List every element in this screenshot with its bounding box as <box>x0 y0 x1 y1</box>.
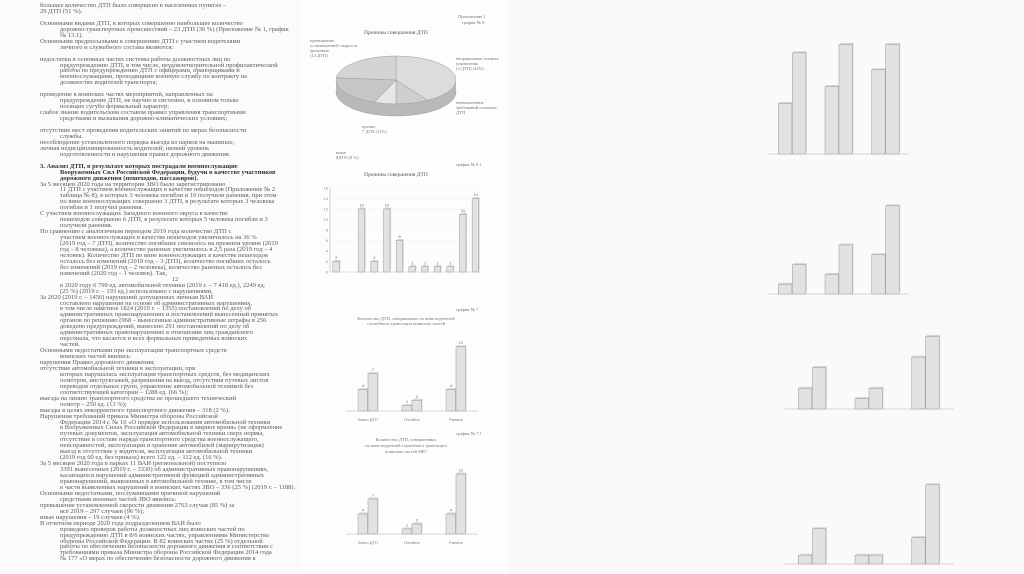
category-label: Ранено <box>449 417 463 422</box>
text-line: в Вооруженных Силах Российской Федерации в мирное время» (не оформление <box>60 424 283 432</box>
bar <box>368 374 378 412</box>
data-label: 4 <box>361 383 365 389</box>
right-bar-chart-2-svg <box>763 190 913 300</box>
bar <box>447 267 454 272</box>
bar-chart-causes-svg <box>316 180 486 280</box>
bar-chart-service-transport-zvo-svg <box>332 458 482 548</box>
text-line: обороны Российской Федерации. В 82 воинских частях (25 %) отдельной <box>60 537 263 545</box>
text-line: Нарушения требований приказа Министра обороны Российской <box>40 412 218 420</box>
text-line: осталось без изменений (2019 год – 3 ДТП), количество погибших осталось <box>60 257 271 265</box>
bar <box>446 514 456 534</box>
text-line: средствами и вызывания дорожно-климатических условиях; <box>60 115 228 123</box>
text-line: предупреждению ДТП, в том числе, неудовлетворительной профилактической <box>60 61 278 69</box>
data-label: 7 <box>371 492 375 498</box>
pie-label-right-1: неправильная техника <box>456 56 499 61</box>
data-label: 14 <box>473 192 478 197</box>
bar <box>402 406 412 411</box>
text-line: дорожно-транспортных происшествий – 23 ДТП (36 %) (Приложение № 1, график <box>60 25 289 33</box>
text-line: С участием военнослужащих Западного военного округа в качестве <box>40 210 228 218</box>
text-line: Основными предпосылками к совершению ДТП с участием водителями <box>40 37 241 45</box>
data-label: 12 <box>458 340 464 346</box>
text-line: За 5 месяцев 2020 года на территории ЗВО было зарегистрировано <box>40 180 226 188</box>
data-label: 12 <box>458 467 464 473</box>
text-line: работы по предупреждению ДТП с офицерами, прапорщиками и <box>60 67 240 75</box>
bar <box>886 206 899 294</box>
text-line: (2019 год – 7 ДТП), количество погибших снизилось на прежнем уровне (2019 <box>60 240 278 247</box>
y-tick-label: 16 <box>323 185 328 191</box>
right-bar-chart-3 <box>778 320 958 415</box>
pie-label-bottom2-2: 8ДТП (8 %) <box>336 155 359 160</box>
text-line: средствами военных частей ЗВО явились: <box>60 495 177 503</box>
text-line: За 2020 (2019 г. – 1456) нарушений допущенных личным ВАИ <box>40 293 214 301</box>
category-label: Погибло <box>404 417 420 422</box>
bar <box>926 485 940 564</box>
bar1-title: Причины совершения ДТП <box>364 172 428 178</box>
right-bar-chart-4-svg <box>778 470 958 570</box>
data-label: 1 <box>436 260 439 266</box>
pie-title: Причины совершения ДТП <box>364 30 428 36</box>
text-line: военнослужащими, проходящими военную службу по контракту на <box>60 73 248 81</box>
bar <box>446 390 456 411</box>
text-line: личного и служебного состава являются: <box>60 43 174 51</box>
bar <box>792 53 806 154</box>
data-label: 6 <box>398 234 401 239</box>
pie-label-right2-2: требований сигналов <box>456 105 497 110</box>
bar <box>839 245 853 294</box>
bar <box>869 388 883 409</box>
data-label: 4 <box>449 507 453 513</box>
text-line: По сравнению с аналогичным периодом 2019 года количество ДТП с <box>40 228 232 236</box>
text-line: нарушения Правил дорожного движения; <box>40 359 155 366</box>
y-tick-label: 10 <box>323 217 328 222</box>
bar <box>872 70 886 154</box>
text-line: органов по решению (968 – вынесенные административные штрафы в 256 <box>60 317 267 325</box>
bar <box>778 284 792 294</box>
bar-chart-service-transport-svg <box>332 330 482 425</box>
pie-label-left-2: установленной скорости <box>310 43 358 48</box>
data-label: 2 <box>373 255 376 260</box>
text-line: Федерации 2014 г. № 10 «О порядке использования автомобильной техники <box>60 418 271 426</box>
bar <box>434 267 441 272</box>
text-line: по вине военнослужащих совершено 3 ДТП, в результате которых 3 человека <box>60 198 275 206</box>
y-tick-label: 4 <box>325 248 328 254</box>
bar <box>358 390 368 411</box>
bar <box>396 241 403 273</box>
data-label: 7 <box>371 367 375 372</box>
text-line: человек). Количество ДТП по вине военнослужащих в качестве пешеходов <box>60 251 269 259</box>
text-line: осмотр – 250 ед. (13 %); <box>60 400 127 408</box>
text-line: касающихся нарушений административной функцией административных <box>60 472 265 480</box>
bar-chart-causes <box>316 180 486 280</box>
text-line: большее количество ДТП было совершено в населенных пунктах – <box>40 2 227 9</box>
bar <box>456 347 466 411</box>
text-line: № 13.1). <box>60 31 83 39</box>
category-label: Всего ДТП <box>358 540 378 545</box>
bar3-title-2: по вине водителей служебного транспорта <box>365 443 447 448</box>
pie-label-left-1: превышение <box>310 38 335 43</box>
bar <box>412 524 422 534</box>
bar <box>872 255 886 294</box>
bar <box>358 209 365 272</box>
bar <box>839 44 853 154</box>
text-line: 29 ДТП (51 %). <box>40 7 83 15</box>
data-label: 4 <box>361 507 365 513</box>
text-line: воинских частей явились: <box>60 353 132 361</box>
text-line: 3. Анализ ДТП, в результате которых пострадали военнослужащие <box>40 162 238 170</box>
bar <box>855 399 869 409</box>
text-line: слабое знание водительским составом правил управления транспортными <box>40 109 246 117</box>
y-tick-label: 12 <box>323 206 328 212</box>
bar3-title-3: воинских частей ЗВО <box>385 449 427 454</box>
data-label: 2 <box>335 255 338 260</box>
data-label: 12 <box>359 202 364 208</box>
text-line: 12 <box>171 275 179 283</box>
y-tick-label: 0 <box>325 269 328 275</box>
data-label: 12 <box>384 202 390 208</box>
category-label: Погибло <box>404 540 420 545</box>
text-line: осмотров, инструктажей, разрешения на выезд, отсутствия путевых листов <box>60 376 269 384</box>
bar <box>422 267 429 272</box>
text-line: таблица № 8), в которых 3 человека погибли и 10 получили ранения, при этом <box>60 192 277 200</box>
text-line: (2019 год 60 ед. без приказа) всего 122 ед. – 112 ед. (16 %). <box>60 454 223 462</box>
text-line: частей. <box>60 341 80 349</box>
text-line: В отчетном периоде 2020 года подразделением ВАИ было <box>40 519 201 527</box>
bar <box>472 199 479 273</box>
y-tick-label: 8 <box>325 227 328 233</box>
text-line: должностях водителей транспорта; <box>60 79 158 87</box>
data-label: 1 <box>405 522 409 528</box>
text-line: (25 %) (2019 г. – 193 ед.) использовано с нарушениями, <box>60 287 213 295</box>
bar1-header: график № 8.1 <box>456 162 482 167</box>
text-line: Основными недостатками, послужившими причиной нарушений <box>40 489 221 497</box>
text-line: правонарушений, выявленных в автомобильной технике, в том числе <box>60 478 252 485</box>
text-line: Основными недостатками при эксплуатации транспортных средств <box>40 347 227 355</box>
pie-chart <box>316 40 466 130</box>
text-line: переводов отдельных групп, управление автомобильной техникой без <box>60 382 254 390</box>
right-bar-chart-4 <box>778 470 958 570</box>
bar <box>798 388 812 409</box>
bar <box>912 538 926 564</box>
text-line: дорожного движения (пешеходов, пассажиров). <box>60 174 199 182</box>
text-line: 3391 вынесенных (2019 г. – 3330) об административных правонарушениях, <box>60 466 269 474</box>
bar <box>812 529 826 564</box>
text-line: № 177 «О мерах по обеспечению безопасности дорожного движения в <box>60 555 256 563</box>
bar <box>412 400 422 411</box>
text-line: административных правонарушениях в отношении лиц гражданского <box>60 329 253 337</box>
text-line: носящих сугубо формальный характер; <box>60 103 170 111</box>
text-line: недостатки в основных частях системы работы должностных лиц по <box>40 55 231 63</box>
right-bar-chart-3-svg <box>778 320 958 415</box>
text-line: выезды в целях некорректного транспортного движения – 318 (2 %). <box>40 406 230 414</box>
bar <box>812 368 826 410</box>
text-line: отсутствие в составе наряда транспортного средства военнослужащего, <box>60 436 259 444</box>
pie-label-right-2: управления <box>456 61 479 66</box>
bar2-header: график № 7 <box>456 307 479 312</box>
text-line: которых нарушалась эксплуатация транспортных средств, без медицинских <box>60 370 270 378</box>
text-line: в том числе пакетное 1824 (2019 г. – 1355) постановлений по делу об <box>60 305 252 313</box>
text-line: год – 8 человека), а количество раненых увеличилось в 2,5 раза (2019 год – 4 <box>60 245 273 253</box>
pie-header-1: Приложение 1 <box>458 14 486 19</box>
text-line: путевых документов, эксплуатация автомобильной техники сверх нормы, <box>60 430 264 438</box>
category-label: Всего ДТП <box>358 417 378 422</box>
y-tick-label: 2 <box>325 259 328 264</box>
text-line: 11 ДТП с участием военнослужащих в качестве пешеходов (Приложение № 2 <box>60 186 276 194</box>
text-line: отсутствие мест проведения водительских занятий по мерах безопасности <box>40 126 247 134</box>
right-bar-chart-1 <box>763 30 913 160</box>
bar <box>368 499 378 534</box>
text-line: в 2020 году 6 799 ед. автомобильной техники (2019 г. – 7 418 ед.), 2249 ед. <box>60 281 266 289</box>
bar3-title-1: Количество ДТП, совершенных <box>375 437 437 442</box>
bar <box>912 357 926 409</box>
bar <box>869 555 883 564</box>
bar <box>358 514 368 534</box>
text-line: Вооруженных Сил Российской Федерации, будучи в качестве участников <box>60 168 276 176</box>
category-label: Ранено <box>449 540 463 545</box>
text-line: личная недисциплинированность водителей; низкий уровень <box>40 144 210 152</box>
data-label: 1 <box>411 260 414 266</box>
pie-label-bottom-2: 7 ДТП (11%) <box>362 129 387 134</box>
text-line: без изменений (2019 год – 2 человека), количество раненых осталось без <box>60 263 262 271</box>
pie-label-right2-3: ДТП <box>456 110 466 115</box>
text-line: предупреждению ДТП в 8/6 воинских частях, управлениями Министерства <box>60 531 269 539</box>
text-line: несоблюдение установленного порядка выезда из парков на машинах; <box>40 138 235 146</box>
bar <box>792 265 806 294</box>
text-line: проведение в воинских частях мероприятий, направленных на <box>40 91 213 99</box>
pie-label-left-4: (14 ДТП) <box>310 53 328 58</box>
text-line: предупреждение ДТП, не научно и системно, в основном только <box>60 97 239 105</box>
text-line: пешеходов совершено 6 ДТП, в результате которых 5 человека погибли и 3 <box>60 216 268 224</box>
text-line: проведено проверок работы должностных лиц воинских частей по <box>60 525 245 533</box>
pie-label-bottom2-1: иные <box>336 150 346 155</box>
y-tick-label: 6 <box>325 238 328 243</box>
data-label: 4 <box>449 383 453 389</box>
middle-document-page <box>306 0 502 574</box>
data-label: 2 <box>415 393 419 399</box>
pie-label-bottom-1: прочие <box>362 124 376 129</box>
bar-chart-service-transport <box>332 330 482 425</box>
text-line: соответствующей категории – 1288 ед. (66 %); <box>60 388 189 396</box>
text-line: доведено предупреждений, вынесено 291 постановлений по делу об <box>60 323 250 331</box>
text-line: получили ранения. <box>60 222 113 230</box>
pie-slice <box>336 56 396 80</box>
bar <box>371 262 378 273</box>
text-line: всё 2019 – 297 случаев (96 %); <box>60 507 145 515</box>
pie-header-2: график № 8 <box>462 20 485 25</box>
text-line: требованиями приказа Министра обороны Российской Федерации 2014 года <box>60 549 272 557</box>
text-line: погибли и 1 получил ранения. <box>60 204 144 212</box>
right-document-page <box>508 0 1024 574</box>
data-label: 1 <box>449 260 452 266</box>
bar <box>825 274 839 294</box>
y-tick-label: 14 <box>323 196 328 201</box>
right-bar-chart-1-svg <box>763 30 913 160</box>
bar <box>460 214 467 272</box>
text-line: службы. <box>60 132 83 140</box>
text-line: Основными видами ДТП, в которых совершенно наибольшее количество <box>40 19 243 27</box>
bar <box>333 262 340 273</box>
text-line: подготовленности и нарушения правил дорожного движения. <box>60 150 231 158</box>
pie-label-left-3: движения <box>310 48 329 53</box>
text-line: иные нарушения – 19 случаев (4 %). <box>40 513 141 521</box>
pie-label-right-3: (3 ДТП) (44%) <box>456 66 484 71</box>
text-line: административных правонарушениях и постановлений вынесенный принятых <box>60 311 278 319</box>
bar <box>402 529 412 534</box>
bar <box>798 555 812 564</box>
text-line: отсутствие автомобильной техники в эксплуатации, при <box>40 364 196 372</box>
bar <box>886 44 899 154</box>
right-bar-chart-2 <box>763 190 913 300</box>
data-label: 11 <box>460 207 466 213</box>
text-line: превышение установленной скорости движения 2763 случая (85 %) за <box>40 501 235 509</box>
text-line: участием военнослужащих в качестве пешеходов увеличилось на 36 % <box>60 234 257 242</box>
text-line: выезд в отсутствие у водителя, эксплуатация автомобильной техники <box>60 448 253 456</box>
data-label: 2 <box>415 517 419 523</box>
bar <box>825 87 839 154</box>
left-document-page <box>0 0 300 574</box>
bar2-title: Количество ДТП, совершенных по вине водителей служебного транспорта воинских частей <box>357 316 455 326</box>
text-line: работы по обеспечению безопасности дорожного движения в соответствии с <box>60 543 274 551</box>
bar <box>456 474 466 534</box>
pie-label-right2-1: невыполнение <box>456 100 484 105</box>
data-label: 1 <box>405 399 409 405</box>
text-line: персонала, что касается и всех формальных приведенных воинских <box>60 335 248 343</box>
text-line: выезда на линию транспортного средства не прошедшего технический <box>40 394 237 402</box>
text-line: неисправностей, эксплуатации и хранение автомобилей (маршрутизация) <box>60 442 264 450</box>
bar <box>384 209 391 272</box>
pie-chart-svg <box>316 40 466 130</box>
bar <box>855 555 869 564</box>
bar <box>778 103 792 154</box>
text-line: За 5 месяцев 2020 года в парках 11 ВАИ (региональной) поступило <box>40 460 227 468</box>
bar2-footer: график № 7.1 <box>456 431 482 436</box>
text-line: изменений (2020 год – 1 человек). Так, <box>60 269 168 277</box>
text-line: составлено нарушении на основе об административных нарушениях, <box>60 299 253 307</box>
bar-chart-service-transport-zvo <box>332 458 482 548</box>
bar <box>409 267 416 272</box>
data-label: 1 <box>423 260 427 266</box>
bar <box>926 336 940 409</box>
text-line: в части выявленных нарушений в воинских частях ЗВО – 336 (25 %) (2019 г. – 1188). <box>60 483 296 491</box>
